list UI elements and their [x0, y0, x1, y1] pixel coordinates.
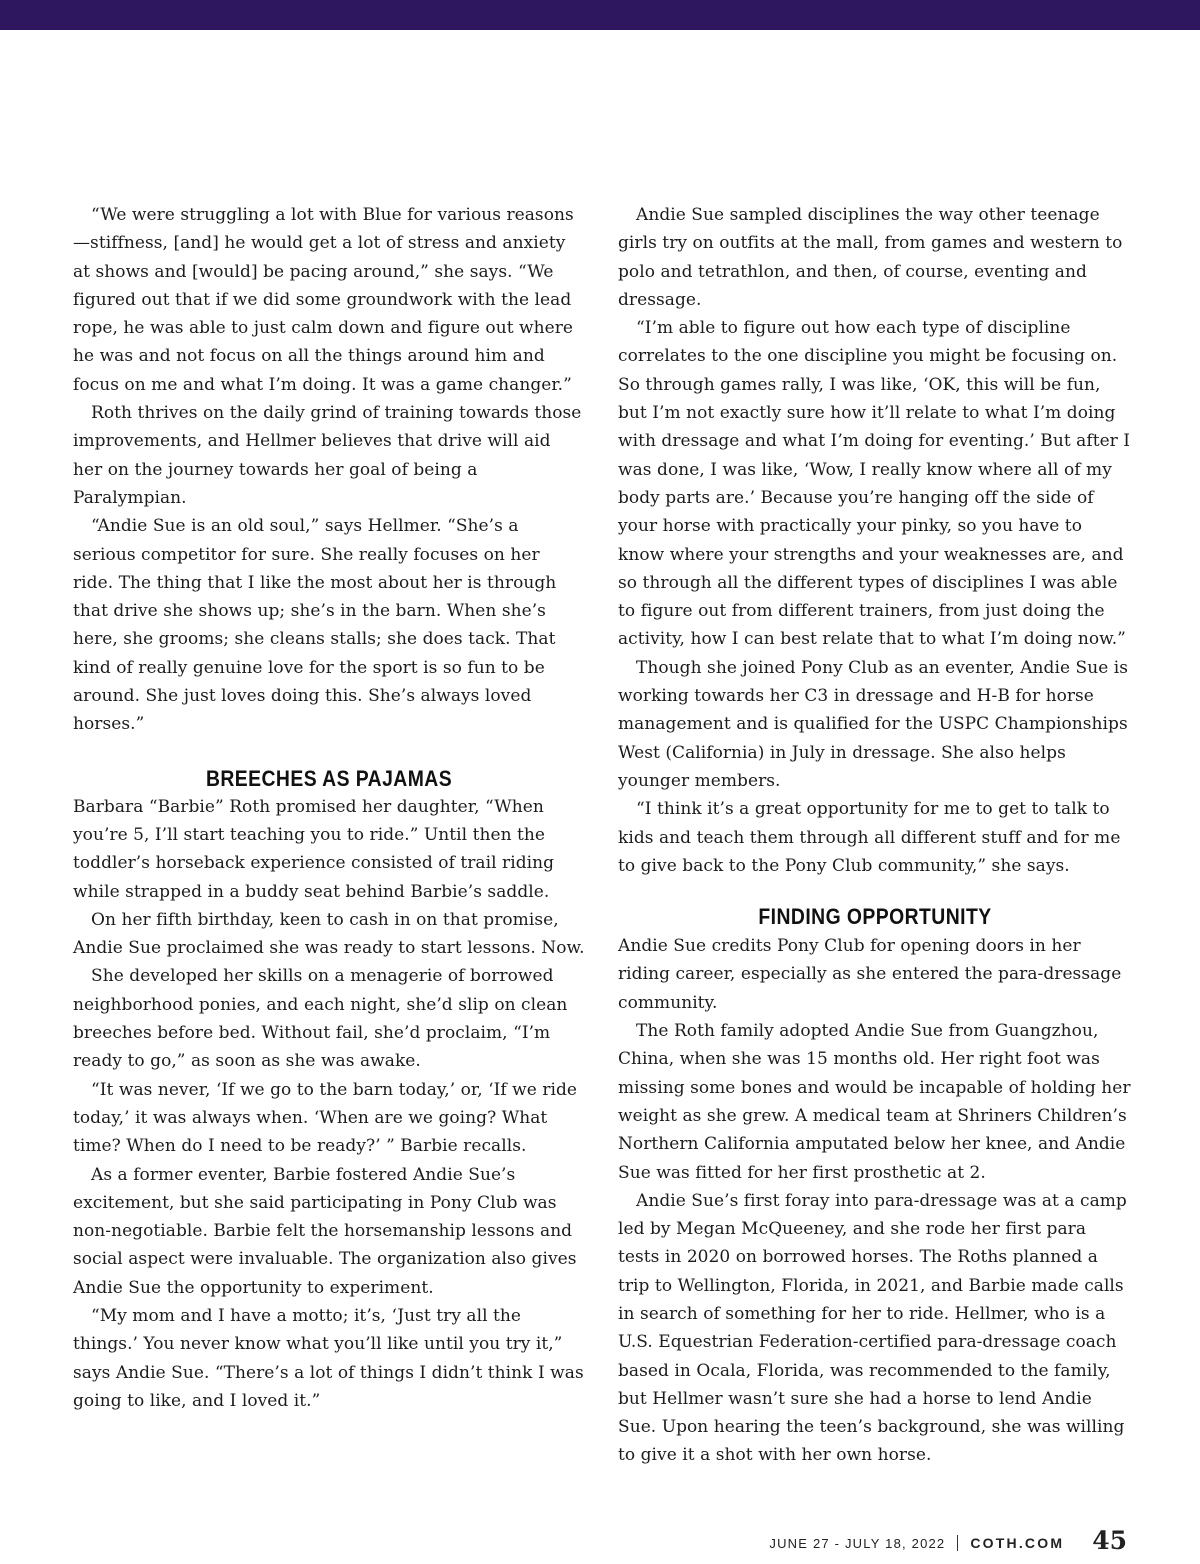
body-paragraph: “My mom and I have a motto; it’s, ‘Just try all the things.’ You never know what you’ll like until you try it,” says Andie Sue. “There’s a lot of things I didn’t think I was going to like, and I loved it.” [73, 1305, 584, 1411]
body-paragraph: Barbara “Barbie” Roth promised her daughter, “When you’re 5, I’ll start teaching you to ride.” Until then the toddler’s horseback experience consisted of trail riding while strapped in a buddy seat behind Barbie’s saddle. [73, 796, 555, 902]
section-heading-breeches: BREECHES AS PAJAMAS [205, 765, 453, 791]
body-paragraph: Andie Sue credits Pony Club for opening doors in her riding career, especially as she entered the para-dressage community. [618, 936, 1122, 1013]
body-paragraph: “I think it’s a great opportunity for me to get to talk to kids and teach them through all different stuff and for me to give back to the Pony Club community,” she says. [618, 799, 1121, 876]
website-link[interactable]: COTH.COM [970, 1535, 1065, 1551]
body-paragraph: “It was never, ‘If we go to the barn today,’ or, ‘If we ride today,’ it was always when. ‘When are we going? What time? When do I need to be ready?’ ” Barbie recalls. [73, 1079, 578, 1157]
body-paragraph: Though she joined Pony Club as an eventer, Andie Sue is working towards her C3 in dressage and H-B for horse management and is qualified for the USPC Championships West (California) in July in dressage. She also helps younger members. [618, 657, 1129, 791]
body-paragraph: “I’m able to figure out how each type of discipline correlates to the one discipline you might be focusing on. So through games rally, I was like, ‘OK, this will be fun, but I’m not exactly sure how it’ll relate to what I’m doing with dressage and what I’m doing for eventing.’ But after I was done, I was like, ‘Wow, I really know where all of my body parts are.’ Because you’re hanging off the side of your horse with practically your pinky, so you have to know where your strengths and your weaknesses are, and so through all the different types of disciplines I was able to figure out from different trainers, from just doing the activity, how I can best relate that to what I’m doing now.” [618, 318, 1131, 650]
page-number: 45 [1092, 1525, 1127, 1555]
top-color-bar [0, 0, 1200, 30]
section-heading-opportunity: FINDING OPPORTUNITY [758, 904, 992, 930]
body-paragraph: As a former eventer, Barbie fostered Andie Sue’s excitement, but she said participating in Pony Club was non-negotiable. Barbie felt the horsemanship lessons and social aspect were invaluable. The organization also gives Andie Sue the opportunity to experiment. [73, 1164, 577, 1298]
body-paragraph: On her fifth birthday, keen to cash in on that promise, Andie Sue proclaimed she was ready to start lessons. Now. [73, 909, 585, 959]
body-paragraph: Andie Sue’s first foray into para-dressage was at a camp led by Megan McQueeney, and she rode her first para tests in 2020 on borrowed horses. The Roths planned a trip to Wellington, Florida, in 2021, and Barbie made calls in search of something for her to ride. Hellmer, who is a U.S. Equestrian Federation-certified para-dressage coach based in Ocala, Florida, was recommended to the family, but Hellmer wasn’t sure she had a horse to lend Andie Sue. Upon hearing the teen’s background, she was willing to give it a shot with her own horse. [618, 1190, 1127, 1466]
page-footer [769, 1525, 1127, 1558]
right-column [618, 201, 1132, 1470]
body-paragraph: Andie Sue sampled disciplines the way other teenage girls try on outfits at the mall, from games and western to polo and tetrathlon, and then, of course, eventing and dressage. [618, 205, 1123, 310]
body-paragraph: “Andie Sue is an old soul,” says Hellmer. “She’s a serious competitor for sure. She really focuses on her ride. The thing that I like the most about her is through that drive she shows up; she’s in the barn. When she’s here, she grooms; she cleans stalls; she does tack. That kind of really genuine love for the sport is so fun to be around. She just loves doing this. She’s always loved horses.” [73, 516, 557, 735]
body-paragraph: She developed her skills on a menagerie of borrowed neighborhood ponies, and each night, she’d slip on clean breeches before bed. Without fail, she’d proclaim, “I’m ready to go,” as soon as she was awake. [73, 966, 568, 1072]
left-column [73, 201, 585, 1415]
footer-divider [957, 1535, 958, 1551]
body-paragraph: The Roth family adopted Andie Sue from Guangzhou, China, when she was 15 months old. Her right foot was missing some bones and would be incapable of holding her weight as she grew. A medical team at Shriners Children’s Northern California amputated below her knee, and Andie Sue was fitted for her first prosthetic at 2. [618, 1021, 1131, 1183]
body-paragraph: Roth thrives on the daily grind of training towards those improvements, and Hellmer believes that drive will aid her on the journey towards her goal of being a Paralympian. [73, 403, 582, 508]
body-paragraph: “We were struggling a lot with Blue for various reasons—stiffness, [and] he would get a lot of stress and anxiety at shows and [would] be pacing around,” she says. “We figured out that if we did some groundwork with the lead rope, he was able to just calm down and figure out where he was and not focus on all the things around him and focus on me and what I’m doing. It was a game changer.” [73, 205, 574, 395]
issue-date: JUNE 27 - JULY 18, 2022 [769, 1535, 946, 1551]
